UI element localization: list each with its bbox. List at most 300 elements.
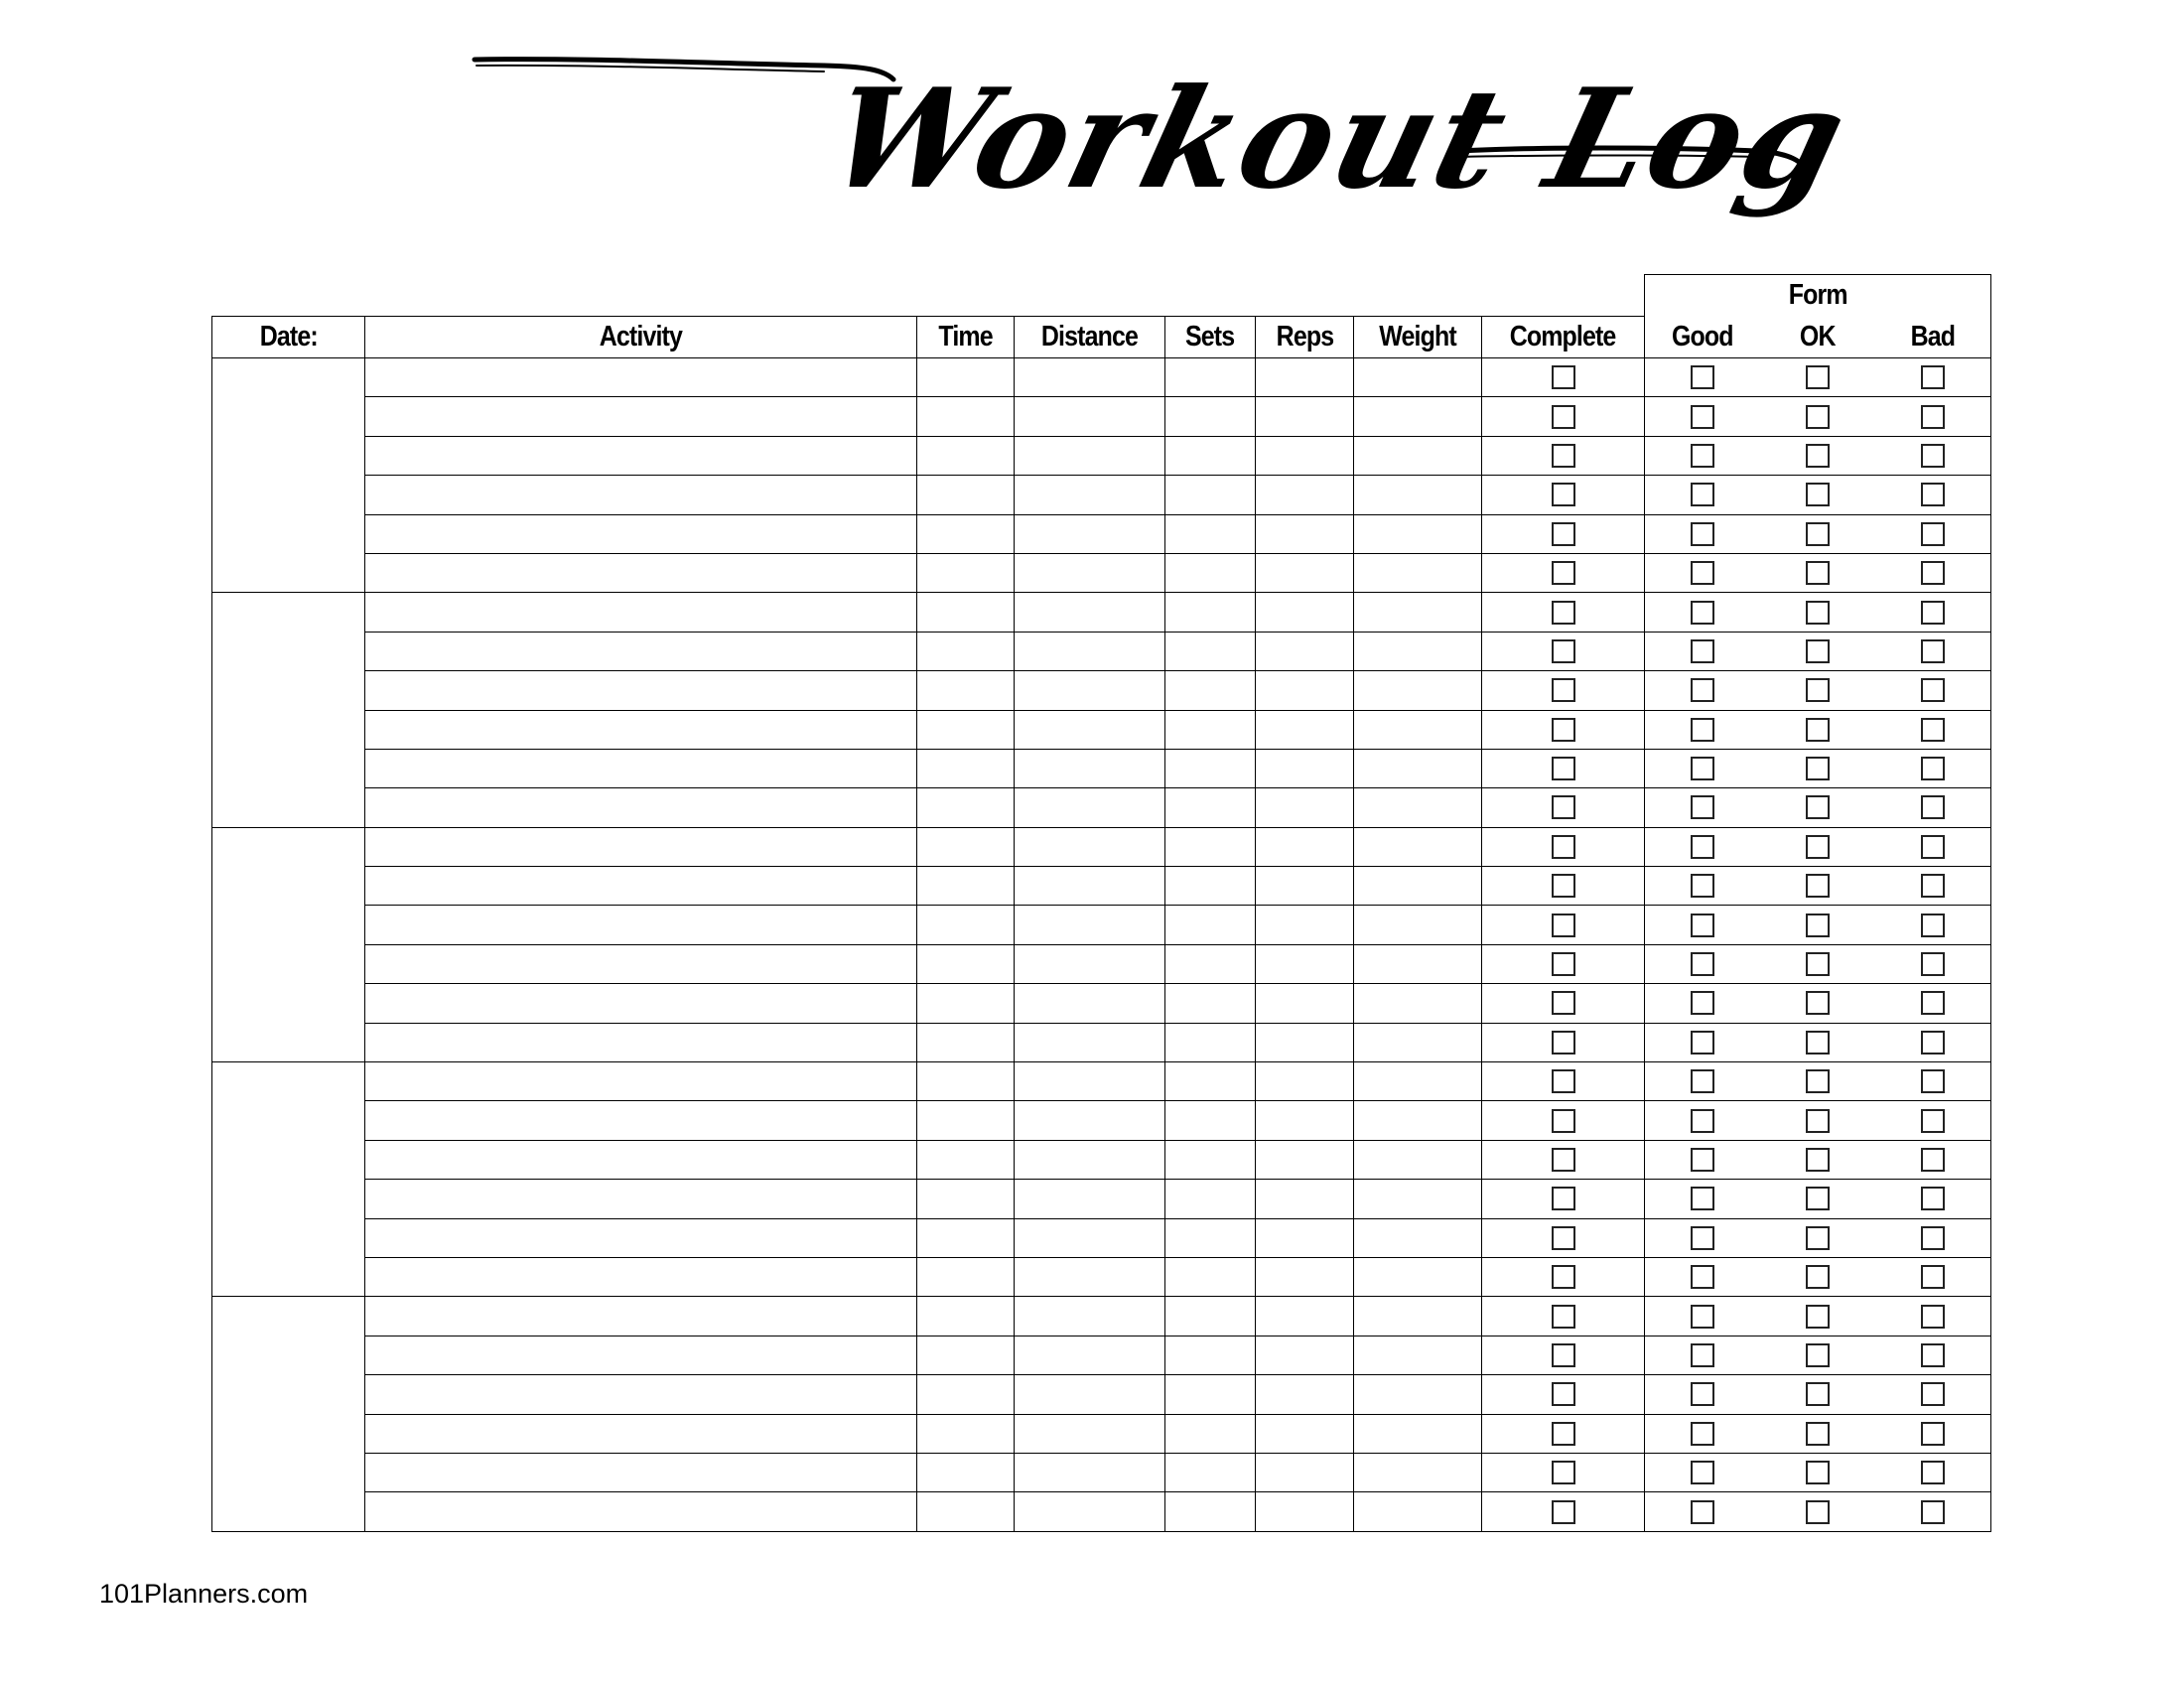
form-ok-checkbox[interactable] <box>1806 835 1830 859</box>
time-cell[interactable] <box>917 749 1015 787</box>
sets-cell[interactable] <box>1165 1492 1256 1531</box>
reps-cell[interactable] <box>1256 710 1354 749</box>
form-bad-checkbox[interactable] <box>1921 639 1945 663</box>
sets-cell[interactable] <box>1165 1140 1256 1179</box>
time-cell[interactable] <box>917 553 1015 592</box>
time-cell[interactable] <box>917 788 1015 827</box>
form-bad-checkbox[interactable] <box>1921 1265 1945 1289</box>
form-good-checkbox[interactable] <box>1691 1461 1714 1484</box>
form-ok-checkbox[interactable] <box>1806 639 1830 663</box>
distance-cell[interactable] <box>1015 1414 1165 1453</box>
activity-cell[interactable] <box>365 827 917 866</box>
sets-cell[interactable] <box>1165 553 1256 592</box>
time-cell[interactable] <box>917 1101 1015 1140</box>
weight-cell[interactable] <box>1354 1257 1482 1296</box>
sets-cell[interactable] <box>1165 593 1256 632</box>
form-good-checkbox[interactable] <box>1691 795 1714 819</box>
sets-cell[interactable] <box>1165 710 1256 749</box>
weight-cell[interactable] <box>1354 788 1482 827</box>
form-ok-checkbox[interactable] <box>1806 1461 1830 1484</box>
form-good-checkbox[interactable] <box>1691 405 1714 429</box>
complete-checkbox[interactable] <box>1552 1031 1575 1055</box>
weight-cell[interactable] <box>1354 1180 1482 1218</box>
weight-cell[interactable] <box>1354 867 1482 906</box>
weight-cell[interactable] <box>1354 1375 1482 1414</box>
sets-cell[interactable] <box>1165 1453 1256 1491</box>
distance-cell[interactable] <box>1015 436 1165 475</box>
form-good-checkbox[interactable] <box>1691 1187 1714 1210</box>
sets-cell[interactable] <box>1165 984 1256 1023</box>
reps-cell[interactable] <box>1256 827 1354 866</box>
activity-cell[interactable] <box>365 1414 917 1453</box>
time-cell[interactable] <box>917 1062 1015 1101</box>
time-cell[interactable] <box>917 632 1015 670</box>
form-bad-checkbox[interactable] <box>1921 1422 1945 1446</box>
form-good-checkbox[interactable] <box>1691 601 1714 625</box>
weight-cell[interactable] <box>1354 593 1482 632</box>
distance-cell[interactable] <box>1015 1453 1165 1491</box>
form-good-checkbox[interactable] <box>1691 678 1714 702</box>
time-cell[interactable] <box>917 1453 1015 1491</box>
activity-cell[interactable] <box>365 1023 917 1061</box>
complete-checkbox[interactable] <box>1552 1109 1575 1133</box>
activity-cell[interactable] <box>365 1492 917 1531</box>
time-cell[interactable] <box>917 1297 1015 1336</box>
activity-cell[interactable] <box>365 944 917 983</box>
reps-cell[interactable] <box>1256 632 1354 670</box>
sets-cell[interactable] <box>1165 358 1256 397</box>
reps-cell[interactable] <box>1256 906 1354 944</box>
distance-cell[interactable] <box>1015 593 1165 632</box>
weight-cell[interactable] <box>1354 906 1482 944</box>
reps-cell[interactable] <box>1256 1180 1354 1218</box>
form-good-checkbox[interactable] <box>1691 561 1714 585</box>
time-cell[interactable] <box>917 1492 1015 1531</box>
form-bad-checkbox[interactable] <box>1921 795 1945 819</box>
reps-cell[interactable] <box>1256 1336 1354 1374</box>
weight-cell[interactable] <box>1354 671 1482 710</box>
complete-checkbox[interactable] <box>1552 795 1575 819</box>
complete-checkbox[interactable] <box>1552 1305 1575 1329</box>
distance-cell[interactable] <box>1015 984 1165 1023</box>
complete-checkbox[interactable] <box>1552 757 1575 780</box>
form-good-checkbox[interactable] <box>1691 483 1714 506</box>
distance-cell[interactable] <box>1015 671 1165 710</box>
distance-cell[interactable] <box>1015 553 1165 592</box>
form-bad-checkbox[interactable] <box>1921 405 1945 429</box>
reps-cell[interactable] <box>1256 1492 1354 1531</box>
activity-cell[interactable] <box>365 867 917 906</box>
time-cell[interactable] <box>917 1336 1015 1374</box>
activity-cell[interactable] <box>365 1336 917 1374</box>
time-cell[interactable] <box>917 1414 1015 1453</box>
time-cell[interactable] <box>917 710 1015 749</box>
form-ok-checkbox[interactable] <box>1806 914 1830 937</box>
form-bad-checkbox[interactable] <box>1921 1382 1945 1406</box>
distance-cell[interactable] <box>1015 827 1165 866</box>
activity-cell[interactable] <box>365 358 917 397</box>
weight-cell[interactable] <box>1354 1453 1482 1491</box>
activity-cell[interactable] <box>365 710 917 749</box>
complete-checkbox[interactable] <box>1552 601 1575 625</box>
time-cell[interactable] <box>917 1023 1015 1061</box>
activity-cell[interactable] <box>365 671 917 710</box>
distance-cell[interactable] <box>1015 944 1165 983</box>
reps-cell[interactable] <box>1256 1297 1354 1336</box>
time-cell[interactable] <box>917 436 1015 475</box>
time-cell[interactable] <box>917 867 1015 906</box>
form-ok-checkbox[interactable] <box>1806 718 1830 742</box>
weight-cell[interactable] <box>1354 1101 1482 1140</box>
distance-cell[interactable] <box>1015 1336 1165 1374</box>
form-bad-checkbox[interactable] <box>1921 561 1945 585</box>
distance-cell[interactable] <box>1015 1375 1165 1414</box>
sets-cell[interactable] <box>1165 514 1256 553</box>
form-good-checkbox[interactable] <box>1691 639 1714 663</box>
distance-cell[interactable] <box>1015 358 1165 397</box>
form-bad-checkbox[interactable] <box>1921 1148 1945 1172</box>
time-cell[interactable] <box>917 514 1015 553</box>
activity-cell[interactable] <box>365 906 917 944</box>
distance-cell[interactable] <box>1015 1062 1165 1101</box>
form-bad-checkbox[interactable] <box>1921 365 1945 389</box>
form-bad-checkbox[interactable] <box>1921 1500 1945 1524</box>
distance-cell[interactable] <box>1015 1180 1165 1218</box>
form-ok-checkbox[interactable] <box>1806 561 1830 585</box>
weight-cell[interactable] <box>1354 397 1482 436</box>
sets-cell[interactable] <box>1165 867 1256 906</box>
time-cell[interactable] <box>917 984 1015 1023</box>
date-cell[interactable] <box>212 593 365 827</box>
form-ok-checkbox[interactable] <box>1806 1148 1830 1172</box>
reps-cell[interactable] <box>1256 867 1354 906</box>
complete-checkbox[interactable] <box>1552 1343 1575 1367</box>
form-good-checkbox[interactable] <box>1691 1343 1714 1367</box>
reps-cell[interactable] <box>1256 436 1354 475</box>
distance-cell[interactable] <box>1015 632 1165 670</box>
form-good-checkbox[interactable] <box>1691 1148 1714 1172</box>
sets-cell[interactable] <box>1165 436 1256 475</box>
weight-cell[interactable] <box>1354 1297 1482 1336</box>
distance-cell[interactable] <box>1015 867 1165 906</box>
activity-cell[interactable] <box>365 1218 917 1257</box>
distance-cell[interactable] <box>1015 476 1165 514</box>
form-ok-checkbox[interactable] <box>1806 952 1830 976</box>
form-good-checkbox[interactable] <box>1691 522 1714 546</box>
form-good-checkbox[interactable] <box>1691 365 1714 389</box>
reps-cell[interactable] <box>1256 671 1354 710</box>
form-good-checkbox[interactable] <box>1691 718 1714 742</box>
form-bad-checkbox[interactable] <box>1921 483 1945 506</box>
sets-cell[interactable] <box>1165 827 1256 866</box>
sets-cell[interactable] <box>1165 1180 1256 1218</box>
reps-cell[interactable] <box>1256 788 1354 827</box>
form-good-checkbox[interactable] <box>1691 1500 1714 1524</box>
form-bad-checkbox[interactable] <box>1921 1226 1945 1250</box>
distance-cell[interactable] <box>1015 1101 1165 1140</box>
sets-cell[interactable] <box>1165 1414 1256 1453</box>
complete-checkbox[interactable] <box>1552 444 1575 468</box>
distance-cell[interactable] <box>1015 749 1165 787</box>
complete-checkbox[interactable] <box>1552 952 1575 976</box>
complete-checkbox[interactable] <box>1552 874 1575 898</box>
form-ok-checkbox[interactable] <box>1806 365 1830 389</box>
form-ok-checkbox[interactable] <box>1806 1109 1830 1133</box>
complete-checkbox[interactable] <box>1552 718 1575 742</box>
distance-cell[interactable] <box>1015 514 1165 553</box>
complete-checkbox[interactable] <box>1552 1148 1575 1172</box>
reps-cell[interactable] <box>1256 358 1354 397</box>
date-cell[interactable] <box>212 358 365 593</box>
form-ok-checkbox[interactable] <box>1806 678 1830 702</box>
activity-cell[interactable] <box>365 788 917 827</box>
complete-checkbox[interactable] <box>1552 1461 1575 1484</box>
form-ok-checkbox[interactable] <box>1806 405 1830 429</box>
activity-cell[interactable] <box>365 476 917 514</box>
reps-cell[interactable] <box>1256 553 1354 592</box>
form-good-checkbox[interactable] <box>1691 1109 1714 1133</box>
form-ok-checkbox[interactable] <box>1806 991 1830 1015</box>
weight-cell[interactable] <box>1354 749 1482 787</box>
weight-cell[interactable] <box>1354 1218 1482 1257</box>
form-bad-checkbox[interactable] <box>1921 718 1945 742</box>
sets-cell[interactable] <box>1165 1297 1256 1336</box>
weight-cell[interactable] <box>1354 632 1482 670</box>
complete-checkbox[interactable] <box>1552 1422 1575 1446</box>
sets-cell[interactable] <box>1165 1375 1256 1414</box>
weight-cell[interactable] <box>1354 358 1482 397</box>
activity-cell[interactable] <box>365 1101 917 1140</box>
weight-cell[interactable] <box>1354 514 1482 553</box>
reps-cell[interactable] <box>1256 1140 1354 1179</box>
form-ok-checkbox[interactable] <box>1806 1305 1830 1329</box>
complete-checkbox[interactable] <box>1552 991 1575 1015</box>
complete-checkbox[interactable] <box>1552 678 1575 702</box>
form-ok-checkbox[interactable] <box>1806 1069 1830 1093</box>
reps-cell[interactable] <box>1256 1375 1354 1414</box>
time-cell[interactable] <box>917 1375 1015 1414</box>
form-bad-checkbox[interactable] <box>1921 1031 1945 1055</box>
activity-cell[interactable] <box>365 1375 917 1414</box>
time-cell[interactable] <box>917 1218 1015 1257</box>
activity-cell[interactable] <box>365 1140 917 1179</box>
form-good-checkbox[interactable] <box>1691 835 1714 859</box>
weight-cell[interactable] <box>1354 710 1482 749</box>
sets-cell[interactable] <box>1165 1257 1256 1296</box>
activity-cell[interactable] <box>365 397 917 436</box>
distance-cell[interactable] <box>1015 1023 1165 1061</box>
form-good-checkbox[interactable] <box>1691 991 1714 1015</box>
distance-cell[interactable] <box>1015 710 1165 749</box>
sets-cell[interactable] <box>1165 1101 1256 1140</box>
weight-cell[interactable] <box>1354 827 1482 866</box>
form-good-checkbox[interactable] <box>1691 1382 1714 1406</box>
weight-cell[interactable] <box>1354 553 1482 592</box>
time-cell[interactable] <box>917 358 1015 397</box>
form-ok-checkbox[interactable] <box>1806 1422 1830 1446</box>
date-cell[interactable] <box>212 1297 365 1531</box>
activity-cell[interactable] <box>365 1180 917 1218</box>
form-ok-checkbox[interactable] <box>1806 1031 1830 1055</box>
activity-cell[interactable] <box>365 1257 917 1296</box>
weight-cell[interactable] <box>1354 984 1482 1023</box>
activity-cell[interactable] <box>365 749 917 787</box>
form-bad-checkbox[interactable] <box>1921 757 1945 780</box>
form-bad-checkbox[interactable] <box>1921 991 1945 1015</box>
form-ok-checkbox[interactable] <box>1806 795 1830 819</box>
sets-cell[interactable] <box>1165 671 1256 710</box>
distance-cell[interactable] <box>1015 1297 1165 1336</box>
weight-cell[interactable] <box>1354 476 1482 514</box>
form-bad-checkbox[interactable] <box>1921 1187 1945 1210</box>
activity-cell[interactable] <box>365 1062 917 1101</box>
form-bad-checkbox[interactable] <box>1921 678 1945 702</box>
form-ok-checkbox[interactable] <box>1806 1500 1830 1524</box>
form-ok-checkbox[interactable] <box>1806 522 1830 546</box>
sets-cell[interactable] <box>1165 632 1256 670</box>
activity-cell[interactable] <box>365 632 917 670</box>
form-good-checkbox[interactable] <box>1691 914 1714 937</box>
distance-cell[interactable] <box>1015 788 1165 827</box>
reps-cell[interactable] <box>1256 397 1354 436</box>
sets-cell[interactable] <box>1165 906 1256 944</box>
complete-checkbox[interactable] <box>1552 1500 1575 1524</box>
complete-checkbox[interactable] <box>1552 405 1575 429</box>
weight-cell[interactable] <box>1354 1414 1482 1453</box>
distance-cell[interactable] <box>1015 1218 1165 1257</box>
form-good-checkbox[interactable] <box>1691 1226 1714 1250</box>
form-bad-checkbox[interactable] <box>1921 952 1945 976</box>
sets-cell[interactable] <box>1165 476 1256 514</box>
time-cell[interactable] <box>917 1140 1015 1179</box>
sets-cell[interactable] <box>1165 1218 1256 1257</box>
form-ok-checkbox[interactable] <box>1806 444 1830 468</box>
form-bad-checkbox[interactable] <box>1921 522 1945 546</box>
form-ok-checkbox[interactable] <box>1806 1265 1830 1289</box>
distance-cell[interactable] <box>1015 1257 1165 1296</box>
form-ok-checkbox[interactable] <box>1806 1382 1830 1406</box>
form-bad-checkbox[interactable] <box>1921 835 1945 859</box>
weight-cell[interactable] <box>1354 1140 1482 1179</box>
reps-cell[interactable] <box>1256 1453 1354 1491</box>
form-good-checkbox[interactable] <box>1691 1422 1714 1446</box>
reps-cell[interactable] <box>1256 1023 1354 1061</box>
form-bad-checkbox[interactable] <box>1921 1109 1945 1133</box>
form-bad-checkbox[interactable] <box>1921 874 1945 898</box>
time-cell[interactable] <box>917 1180 1015 1218</box>
form-bad-checkbox[interactable] <box>1921 914 1945 937</box>
complete-checkbox[interactable] <box>1552 1069 1575 1093</box>
sets-cell[interactable] <box>1165 1023 1256 1061</box>
form-ok-checkbox[interactable] <box>1806 874 1830 898</box>
sets-cell[interactable] <box>1165 749 1256 787</box>
reps-cell[interactable] <box>1256 984 1354 1023</box>
reps-cell[interactable] <box>1256 1414 1354 1453</box>
form-good-checkbox[interactable] <box>1691 444 1714 468</box>
distance-cell[interactable] <box>1015 1140 1165 1179</box>
form-bad-checkbox[interactable] <box>1921 444 1945 468</box>
complete-checkbox[interactable] <box>1552 914 1575 937</box>
reps-cell[interactable] <box>1256 476 1354 514</box>
form-ok-checkbox[interactable] <box>1806 1187 1830 1210</box>
form-ok-checkbox[interactable] <box>1806 757 1830 780</box>
form-bad-checkbox[interactable] <box>1921 1461 1945 1484</box>
form-good-checkbox[interactable] <box>1691 1069 1714 1093</box>
activity-cell[interactable] <box>365 553 917 592</box>
time-cell[interactable] <box>917 476 1015 514</box>
distance-cell[interactable] <box>1015 397 1165 436</box>
weight-cell[interactable] <box>1354 1062 1482 1101</box>
time-cell[interactable] <box>917 827 1015 866</box>
time-cell[interactable] <box>917 671 1015 710</box>
form-bad-checkbox[interactable] <box>1921 1343 1945 1367</box>
reps-cell[interactable] <box>1256 593 1354 632</box>
sets-cell[interactable] <box>1165 1336 1256 1374</box>
complete-checkbox[interactable] <box>1552 1226 1575 1250</box>
activity-cell[interactable] <box>365 1297 917 1336</box>
complete-checkbox[interactable] <box>1552 561 1575 585</box>
reps-cell[interactable] <box>1256 1101 1354 1140</box>
sets-cell[interactable] <box>1165 788 1256 827</box>
form-bad-checkbox[interactable] <box>1921 1305 1945 1329</box>
complete-checkbox[interactable] <box>1552 522 1575 546</box>
reps-cell[interactable] <box>1256 514 1354 553</box>
form-good-checkbox[interactable] <box>1691 1031 1714 1055</box>
form-good-checkbox[interactable] <box>1691 952 1714 976</box>
form-ok-checkbox[interactable] <box>1806 483 1830 506</box>
form-good-checkbox[interactable] <box>1691 874 1714 898</box>
date-cell[interactable] <box>212 827 365 1061</box>
activity-cell[interactable] <box>365 436 917 475</box>
time-cell[interactable] <box>917 944 1015 983</box>
reps-cell[interactable] <box>1256 1062 1354 1101</box>
distance-cell[interactable] <box>1015 906 1165 944</box>
sets-cell[interactable] <box>1165 397 1256 436</box>
time-cell[interactable] <box>917 593 1015 632</box>
form-bad-checkbox[interactable] <box>1921 601 1945 625</box>
complete-checkbox[interactable] <box>1552 365 1575 389</box>
time-cell[interactable] <box>917 906 1015 944</box>
reps-cell[interactable] <box>1256 749 1354 787</box>
weight-cell[interactable] <box>1354 1492 1482 1531</box>
reps-cell[interactable] <box>1256 1218 1354 1257</box>
complete-checkbox[interactable] <box>1552 483 1575 506</box>
activity-cell[interactable] <box>365 514 917 553</box>
complete-checkbox[interactable] <box>1552 1382 1575 1406</box>
form-bad-checkbox[interactable] <box>1921 1069 1945 1093</box>
reps-cell[interactable] <box>1256 1257 1354 1296</box>
complete-checkbox[interactable] <box>1552 1265 1575 1289</box>
form-ok-checkbox[interactable] <box>1806 1343 1830 1367</box>
time-cell[interactable] <box>917 1257 1015 1296</box>
complete-checkbox[interactable] <box>1552 1187 1575 1210</box>
date-cell[interactable] <box>212 1062 365 1297</box>
distance-cell[interactable] <box>1015 1492 1165 1531</box>
weight-cell[interactable] <box>1354 1023 1482 1061</box>
weight-cell[interactable] <box>1354 436 1482 475</box>
activity-cell[interactable] <box>365 1453 917 1491</box>
form-ok-checkbox[interactable] <box>1806 1226 1830 1250</box>
time-cell[interactable] <box>917 397 1015 436</box>
sets-cell[interactable] <box>1165 944 1256 983</box>
form-good-checkbox[interactable] <box>1691 757 1714 780</box>
activity-cell[interactable] <box>365 984 917 1023</box>
sets-cell[interactable] <box>1165 1062 1256 1101</box>
form-ok-checkbox[interactable] <box>1806 601 1830 625</box>
activity-cell[interactable] <box>365 593 917 632</box>
form-good-checkbox[interactable] <box>1691 1305 1714 1329</box>
form-good-checkbox[interactable] <box>1691 1265 1714 1289</box>
